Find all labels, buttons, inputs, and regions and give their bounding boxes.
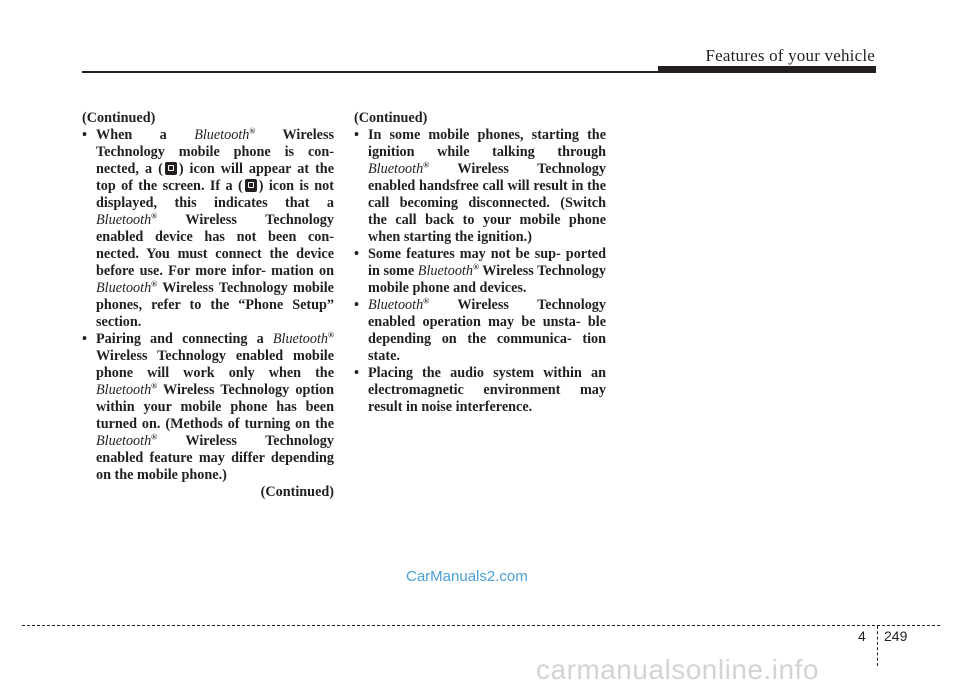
- registered-mark: ®: [423, 160, 430, 170]
- continued-label: (Continued): [354, 110, 428, 126]
- bullet-dot: •: [354, 246, 359, 262]
- watermark-carmanuals[interactable]: CarManuals2.com: [406, 568, 528, 585]
- bullet-item: • Placing the audio system within an electromagnetic environment may result in noise interference.: [354, 365, 606, 415]
- footer-rule: [22, 625, 940, 626]
- continued-end-label: (Continued): [260, 484, 334, 500]
- header-rule: [82, 71, 658, 73]
- bullet-item: • When a Bluetooth® Wireless Technology mobile phone is con- nected, a ( ) icon will appear at the top of the screen. If a ( ) icon is not displayed, this indicates that a Bluetooth® Wireless Technology enabled device has not been con- nected. You must connect the device before use. For more infor- mation on Bluetooth® Wireless Technology mobile phones, refer to the “Phone Setup” section.: [82, 126, 334, 330]
- chapter-number: 4: [858, 628, 866, 644]
- registered-mark: ®: [151, 381, 158, 391]
- bullet-dot: •: [82, 127, 87, 143]
- registered-mark: ®: [151, 279, 158, 289]
- bullet-dot: •: [82, 331, 87, 347]
- registered-mark: ®: [328, 330, 334, 340]
- bluetooth-connected-icon: [165, 162, 177, 175]
- right-column: [354, 110, 606, 416]
- bullet-item: • In some mobile phones, starting the ignition while talking through Bluetooth® Wireless Technology enabled handsfree call will result in the call becoming disconnected. (Switch the call back to your mobile phone when starting the ignition.): [354, 127, 606, 245]
- site-watermark: carmanualsonline.info: [536, 654, 819, 685]
- registered-mark: ®: [151, 432, 158, 442]
- bullet-dot: •: [354, 127, 359, 143]
- page-number: 249: [884, 628, 908, 644]
- bullet-dot: •: [354, 365, 359, 381]
- bullet-item: • Some features may not be sup- ported in some Bluetooth® Wireless Technology mobile phone and devices.: [354, 246, 606, 296]
- registered-mark: ®: [423, 296, 430, 306]
- bluetooth-connected-icon: [245, 179, 257, 192]
- header-rule-bold: [658, 66, 876, 73]
- registered-mark: ®: [472, 262, 479, 272]
- registered-mark: ®: [249, 126, 256, 136]
- left-column: [82, 110, 334, 501]
- bullet-item: • Pairing and connecting a Bluetooth® Wireless Technology enabled mobile phone will work only when the Bluetooth® Wireless Technology option within your mobile phone has been turned on. (Methods of turning on the Bluetooth® Wireless Technology enabled feature may differ depending on the mobile phone.): [82, 330, 334, 483]
- section-title: Features of your vehicle: [705, 46, 875, 65]
- footer-divider: [877, 626, 878, 666]
- bullet-item: • Bluetooth® Wireless Technology enabled operation may be unsta- ble depending on the communica- tion state.: [354, 296, 606, 364]
- continued-label: (Continued): [82, 110, 156, 126]
- registered-mark: ®: [151, 211, 158, 221]
- bullet-dot: •: [354, 297, 359, 313]
